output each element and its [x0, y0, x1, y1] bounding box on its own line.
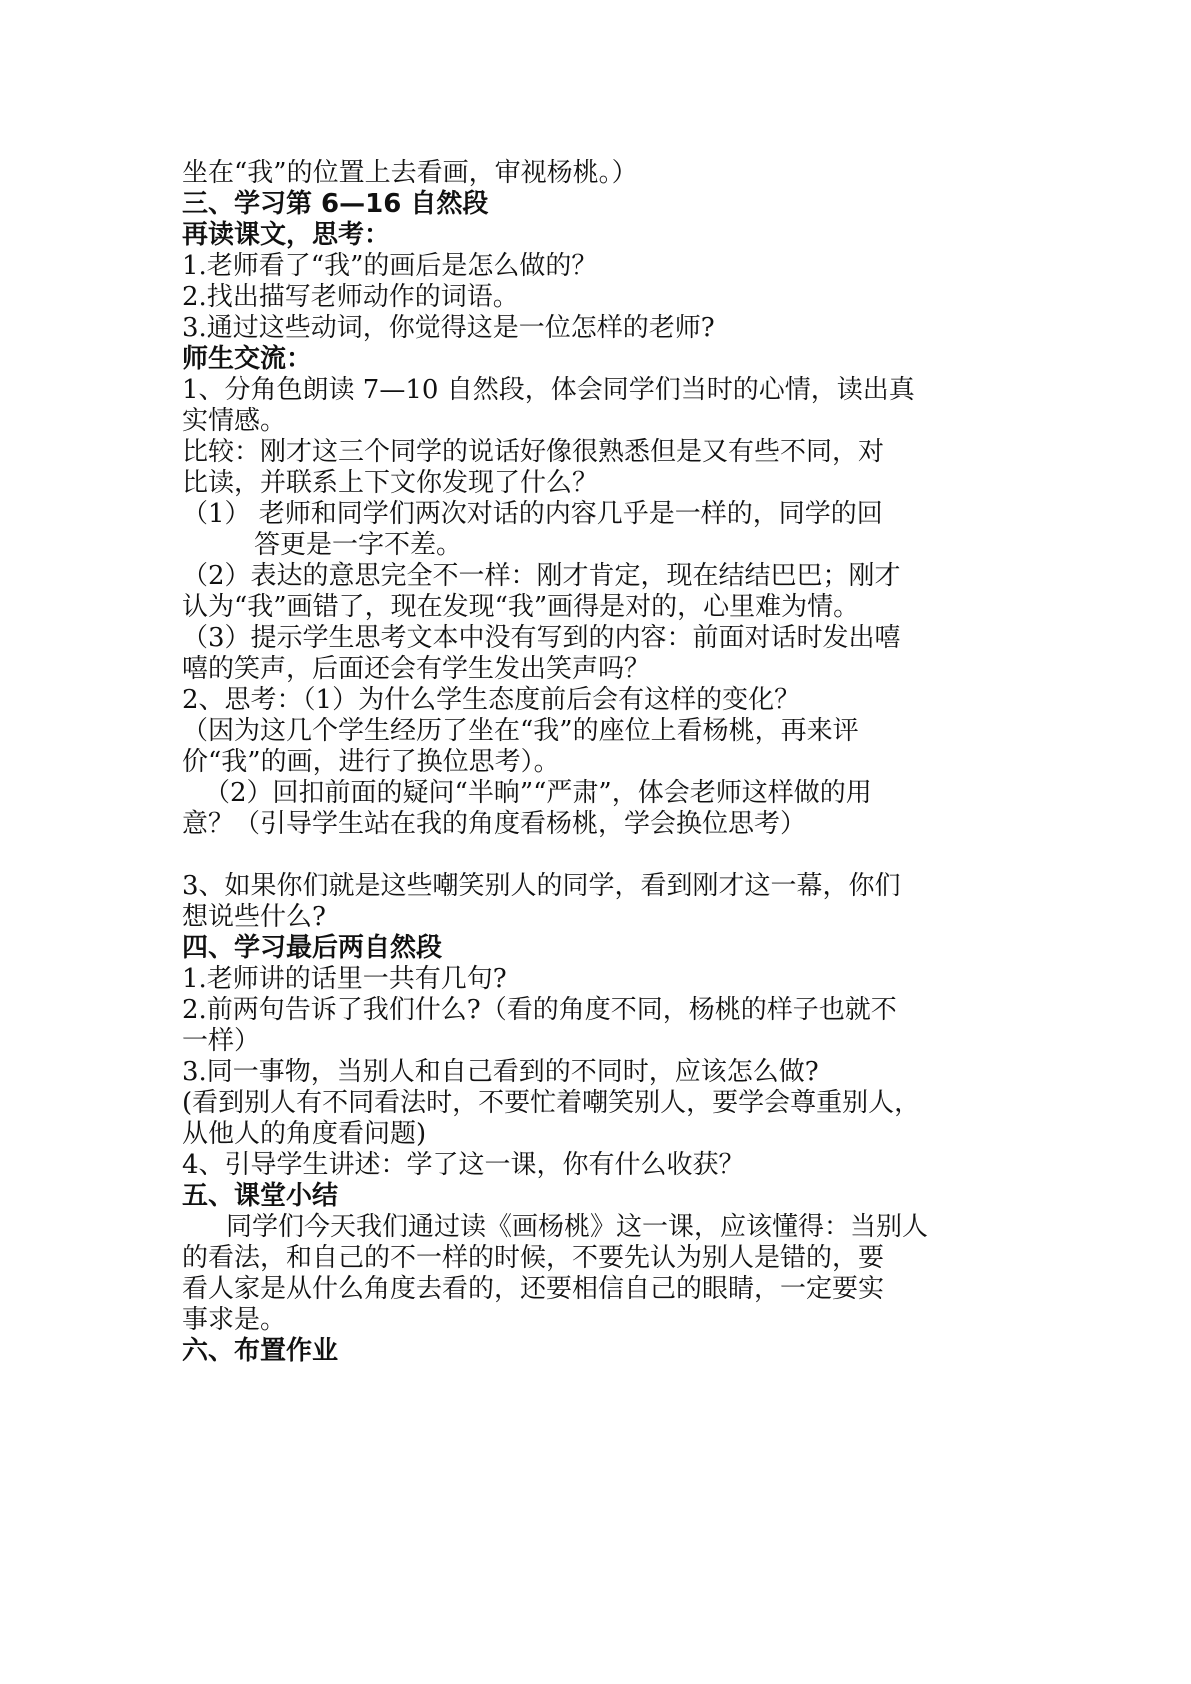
text-line: 嘻的笑声，后面还会有学生发出笑声吗？	[182, 654, 651, 684]
text-line: 1、分角色朗读 7—10 自然段，体会同学们当时的心情，读出真	[182, 375, 915, 405]
text-line: (看到别人有不同看法时，不要忙着嘲笑别人，要学会尊重别人，	[182, 1088, 921, 1118]
document-body	[182, 158, 1022, 1367]
blank-line	[182, 840, 1022, 871]
subheading: 师生交流：	[182, 344, 313, 374]
text-line: 同学们今天我们通过读《画杨桃》这一课，应该懂得：当别人	[226, 1212, 929, 1242]
text-line: 事求是。	[182, 1305, 287, 1335]
text-line: 价“我”的画，进行了换位思考）。	[182, 747, 560, 777]
text-line: 4、引导学生讲述：学了这一课，你有什么收获？	[182, 1150, 745, 1180]
section-heading: 六、布置作业	[182, 1336, 339, 1366]
text-line: 3.同一事物，当别人和自己看到的不同时，应该怎么做?	[182, 1057, 819, 1087]
text-line: （2）回扣前面的疑问“半晌”“严肃”，体会老师这样做的用	[204, 778, 872, 808]
text-line: 从他人的角度看问题)	[182, 1119, 427, 1149]
text-line: 2、思考：（1）为什么学生态度前后会有这样的变化？	[182, 685, 801, 715]
text-line: 一样）	[182, 1026, 261, 1056]
text-line: 认为“我”画错了，现在发现“我”画得是对的，心里难为情。	[182, 592, 860, 622]
section-heading: 四、学习最后两自然段	[182, 933, 443, 963]
text-line: 比读，并联系上下文你发现了什么？	[182, 468, 599, 498]
text-line: 1.老师讲的话里一共有几句?	[182, 964, 507, 994]
text-line: 答更是一字不差。	[254, 530, 463, 560]
text-line: 的看法，和自己的不一样的时候，不要先认为别人是错的，要	[182, 1243, 885, 1273]
text-line: 实情感。	[182, 406, 287, 436]
text-line: 1.老师看了“我”的画后是怎么做的？	[182, 251, 598, 281]
text-line: （2）表达的意思完全不一样：刚才肯定，现在结结巴巴；刚才	[182, 561, 901, 591]
text-line: 意？（引导学生站在我的角度看杨桃，学会换位思考）	[182, 809, 807, 839]
section-heading: 五、课堂小结	[182, 1181, 339, 1211]
text-line: 2.找出描写老师动作的词语。	[182, 282, 519, 312]
text-line: 3、如果你们就是这些嘲笑别人的同学，看到刚才这一幕，你们	[182, 871, 901, 901]
text-line: （1） 老师和同学们两次对话的内容几乎是一样的，同学的回	[182, 499, 883, 529]
text-line: 3.通过这些动词，你觉得这是一位怎样的老师?	[182, 313, 715, 343]
text-line: 看人家是从什么角度去看的，还要相信自己的眼睛，一定要实	[182, 1274, 885, 1304]
subheading: 再读课文，思考：	[182, 220, 391, 250]
text-line: 比较：刚才这三个同学的说话好像很熟悉但是又有些不同，对	[182, 437, 885, 467]
text-line: 2.前两句告诉了我们什么?（看的角度不同，杨桃的样子也就不	[182, 995, 897, 1025]
text-line: 想说些什么?	[182, 902, 326, 932]
section-heading: 三、学习第 6—16 自然段	[182, 189, 489, 219]
text-line: （因为这几个学生经历了坐在“我”的座位上看杨桃，再来评	[182, 716, 859, 746]
text-line: （3）提示学生思考文本中没有写到的内容：前面对话时发出嘻	[182, 623, 901, 653]
text-line: 坐在“我”的位置上去看画，审视杨桃。）	[182, 158, 638, 188]
